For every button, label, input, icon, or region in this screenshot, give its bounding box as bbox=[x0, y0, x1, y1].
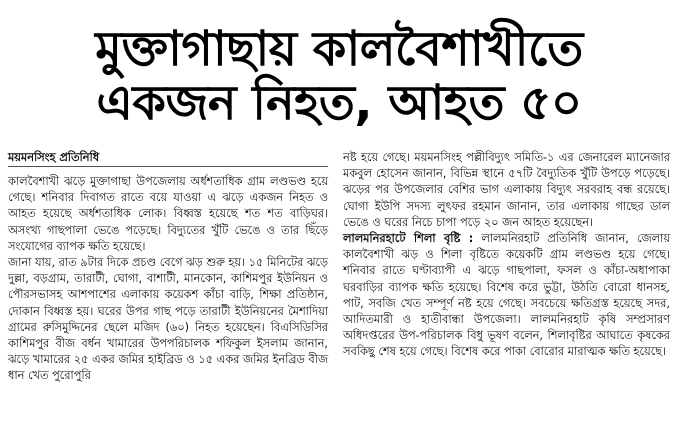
article-headline bbox=[0, 22, 678, 130]
headline-line-1: মুক্তাগাছায় কালবৈশাখীতে bbox=[95, 21, 583, 77]
left-paragraph-1: কালবৈশাখী ঝড়ে মুক্তাগাছা উপজেলায় অর্ধশতাধিক গ্রাম লণ্ডভণ্ড হয়ে গেছে। শনিবার দিবাগত রাতে বয়ে যাওয়া এ ঝড়ে একজন নিহত ও আহত হয়েছে অর্ধশতাধিক লোক। বিধ্বস্ত হয়েছে শত শত বাড়িঘর। অসংখ্য গাছপালা ভেঙে পড়েছে। বিদ্যুতের খুঁটি ভেঙে ও তার ছিঁড়ে সংযোগের ব্যাপক ক্ষতি হয়েছে। bbox=[8, 175, 328, 253]
headline-line-2: একজন নিহত, আহত ৫০ bbox=[96, 75, 582, 131]
right-paragraph-2-text: লালমনিরহাট প্রতিনিধি জানান, জেলায় কালবৈশাখী ঝড় ও শিলা বৃষ্টিতে কয়েকটি গ্রাম লণ্ডভণ্ড হয়ে গেছে। শনিবার রাতে ঘণ্টাব্যাপী এ ঝড়ে গাছপালা, ফসল ও কাঁচা-অধাপাকা ঘরবাড়ির ব্যাপক ক্ষতি হয়েছে। বিশেষ করে ভুট্টা, উঠতি বোরো ধানসহ, পাট, সবজি খেত সম্পূর্ণ নষ্ট হয়ে গেছে। সবচেয়ে ক্ষতিগ্রস্ত হয়েছে সদর, আদিতমারী ও হাতীবান্ধা উপজেলা। লালমনিরহাট কৃষি সম্প্রসারণ অধিদপ্তরের উপ-পরিচালক বিধু ভূষণ বলেন, শিলাবৃষ্টির আঘাতে কৃষকের সবকিছু শেষ হয়ে গেছে। বিশেষ করে পাকা বোরোর মারাত্মক ক্ষতি হয়েছে। bbox=[343, 232, 670, 359]
right-paragraph-1: নষ্ট হয়ে গেছে। ময়মনসিংহ পল্লীবিদ্যুৎ সমিতি-১ এর জেনারেল ম্যানেজার মকবুল হোসেন জানান, বিভিন্ন স্থানে ৫৭টি বৈদ্যুতিক খুঁটি উপড়ে পড়েছে। ঝড়ের পর উপজেলার বেশির ভাগ এলাকায় বিদ্যুৎ সরবরাহ বন্ধ রয়েছে। ঘোগা ইউপি সদস্য লুৎফর রহমান জানান, তার এলাকায় গাছের ডাল ভেঙে ও ঘরের নিচে চাপা পড়ে ২০ জন আহত হয়েছেন। bbox=[343, 151, 670, 229]
right-paragraph-2 bbox=[343, 231, 670, 361]
left-paragraph-2: জানা যায়, রাত ৯টার দিকে প্রচণ্ড বেগে ঝড় শুরু হয়। ১৫ মিনিটের ঝড়ে দুল্লা, বড়গ্রাম, তারাটী, ঘোগা, বাশাটী, মানকোন, কাশিমপুর ইউনিয়ন ও পৌরসভাসহ আশপাশের এলাকায় কয়েকশ কাঁচা বাড়ি, শিক্ষা প্রতিষ্ঠান, দোকান বিধ্বস্ত হয়। ঘরের উপর গাছ পড়ে তারাটী ইউনিয়নের মৈশাদিয়া গ্রামের রুসিমুদ্দিনের ছেলে মজিদ (৬০) নিহত হয়েছেন। বিএসিডিসির কাশিমপুর বীজ বর্ধন খামারের উপপরিচালক শফিকুল ইসলাম জানান, ঝড়ে খামারের ২৫ একর জমির হাইব্রিড ও ১৫ একর জমির ইনব্রিড বীজ ধান খেত পুরোপুরি bbox=[8, 256, 328, 383]
byline: ময়মনসিংহ প্রতিনিধি bbox=[8, 151, 100, 164]
right-column bbox=[343, 150, 670, 361]
section-subhead: লালমনিরহাটে শিলা বৃষ্টি : bbox=[343, 232, 474, 246]
left-column bbox=[8, 150, 328, 385]
byline-divider bbox=[8, 166, 328, 167]
